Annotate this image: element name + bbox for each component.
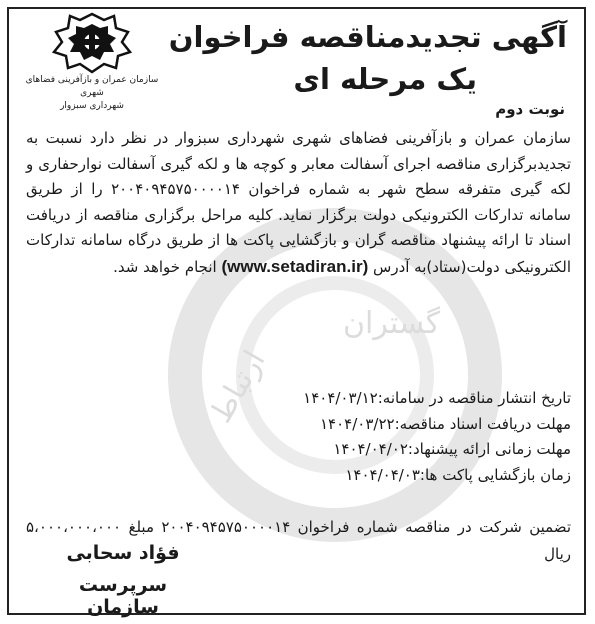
organization-name-line1: سازمان عمران و بازآفرینی فضاهای شهری [25, 75, 159, 98]
watermark-text-1: گستران [343, 306, 441, 341]
notice-body [26, 126, 571, 281]
setad-url[interactable]: (www.setadiran.ir) [221, 256, 369, 276]
notice-body-text: سازمان عمران و بازآفرینی فضاهای شهری شهرداری سبزوار در نظر دارد نسبت به تجدیدبرگزاری مناقصه اجرای آسفالت معابر و کوچه ها و لکه گیری آسفالت نوارحفاری و لکه گیری متفرقه سطح شهر به شماره فراخوان ۲۰۰۴۰۹۴۵۷۵۰۰۰۰۱۴ را از طریق سامانه تدارکات الکترونیکی دولت برگزار نماید. کلیه مراحل برگزاری مناقصه از دریافت اسناد تا ارائه پیشنهاد مناقصه گران و بازگشایی پاکت ها از طریق درگاه سامانه تدارکات الکترونیکی دولت(ستاد)به آدرس [26, 129, 571, 276]
notice-body-ending: انجام خواهد شد. [113, 257, 217, 276]
notice-round: نوبت دوم [495, 100, 565, 118]
guarantee-amount: تضمین شرکت در مناقصه شماره فراخوان ۲۰۰۴۰۹۴۵۷۵۰۰۰۰۱۴ مبلغ ۵،۰۰۰،۰۰۰،۰۰۰ ریال [26, 518, 571, 563]
date-opening: زمان بازگشایی پاکت ها:۱۴۰۴/۰۴/۰۳ [345, 465, 571, 484]
signer-name: فؤاد سحابی [66, 542, 180, 564]
date-proposal-deadline: مهلت زمانی ارائه پیشنهاد:۱۴۰۴/۰۴/۰۲ [333, 440, 571, 459]
dates-list [26, 386, 571, 488]
watermark-text-2: ارتباط [203, 344, 273, 429]
organization-name-line2: شهرداری سبزوار [60, 101, 124, 111]
notice-title: آگهی تجدیدمناقصه فراخوان [168, 20, 567, 54]
notice-subtitle: یک مرحله ای [293, 62, 477, 96]
date-publish: تاریخ انتشار مناقصه در سامانه:۱۴۰۴/۰۳/۱۲ [303, 389, 571, 407]
organization-logo [42, 12, 142, 74]
organization-name [22, 74, 162, 113]
date-document-deadline: مهلت دریافت اسناد مناقصه:۱۴۰۴/۰۳/۲۲ [320, 414, 571, 433]
signer-title: سرپرست سازمان [78, 574, 168, 618]
